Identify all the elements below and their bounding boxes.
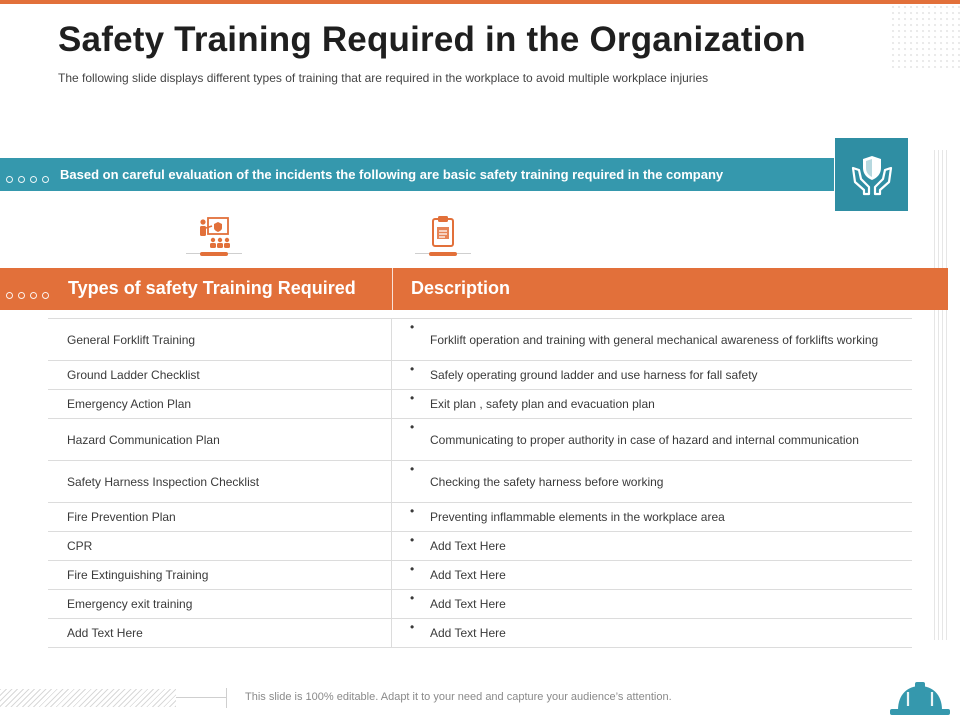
training-type-cell: Safety Harness Inspection Checklist [48,461,392,502]
description-cell [392,590,912,618]
description-text: Exit plan , safety plan and evacuation plan [430,397,655,411]
description-text: Add Text Here [430,568,506,582]
description-cell [392,561,912,589]
description-text: Add Text Here [430,626,506,640]
slide-title: Safety Training Required in the Organization [58,20,806,59]
bullet: • [410,620,415,634]
training-presentation-icon [186,214,242,260]
description-cell [392,419,912,460]
description-text: Safely operating ground ladder and use harness for fall safety [430,368,758,382]
description-text: Preventing inflammable elements in the workplace area [430,510,725,524]
description-text: Add Text Here [430,597,506,611]
table-row [48,561,912,590]
description-cell [392,619,912,647]
footer-note: This slide is 100% editable. Adapt it to your need and capture your audience’s attention. [245,691,672,703]
description-cell [392,503,912,531]
table-row [48,619,912,648]
description-text: Add Text Here [430,539,506,553]
training-type-cell: Hazard Communication Plan [48,419,392,460]
table-row [48,361,912,390]
header-divider [392,268,393,310]
bullet: • [410,362,415,376]
training-type-cell: Emergency Action Plan [48,390,392,418]
description-cell [392,532,912,560]
bullet: • [410,420,415,434]
column-header-training-type: Types of safety Training Required [68,278,356,298]
clipboard-checklist-icon [415,214,471,260]
header-dots [6,292,49,299]
training-type-cell: Fire Prevention Plan [48,503,392,531]
description-text: Checking the safety harness before working [430,474,664,489]
footer-divider [226,688,227,708]
decorative-vertical-lines [934,150,950,640]
slide-subtitle: The following slide displays different types of training that are required in the workplace to avoid multiple workplace injuries [58,71,709,85]
decorative-dot-grid [890,4,960,68]
banner-dots [6,176,49,183]
footer-line [176,697,226,698]
bullet: • [410,591,415,605]
training-type-cell: General Forklift Training [48,319,392,360]
table-row [48,532,912,561]
table-header-bar [0,268,948,310]
training-type-cell: CPR [48,532,392,560]
table-row [48,590,912,619]
table-row [48,390,912,419]
description-cell [392,390,912,418]
training-type-cell: Emergency exit training [48,590,392,618]
bullet: • [410,504,415,518]
table-row [48,319,912,361]
bullet: • [410,562,415,576]
top-accent-bar [0,0,960,4]
hard-hat-icon [888,678,952,725]
description-cell [392,319,912,360]
table-row [48,419,912,461]
banner-text: Based on careful evaluation of the incidents the following are basic safety training required in the company [60,167,724,182]
protecting-hands-shield-icon [835,138,908,211]
table-row [48,503,912,532]
description-cell [392,461,912,502]
bullet: • [410,533,415,547]
training-type-cell: Ground Ladder Checklist [48,361,392,389]
bullet: • [410,391,415,405]
description-text: Communicating to proper authority in case of hazard and internal communication [430,432,859,447]
training-type-cell: Add Text Here [48,619,392,647]
column-header-description: Description [411,278,511,298]
training-table [48,318,912,648]
training-type-cell: Fire Extinguishing Training [48,561,392,589]
table-row [48,461,912,503]
summary-banner [0,158,834,191]
description-cell [392,361,912,389]
footer-stripes [0,689,176,707]
description-text: Forklift operation and training with general mechanical awareness of forklifts working [430,332,879,347]
bullet: • [410,320,415,334]
bullet: • [410,462,415,476]
